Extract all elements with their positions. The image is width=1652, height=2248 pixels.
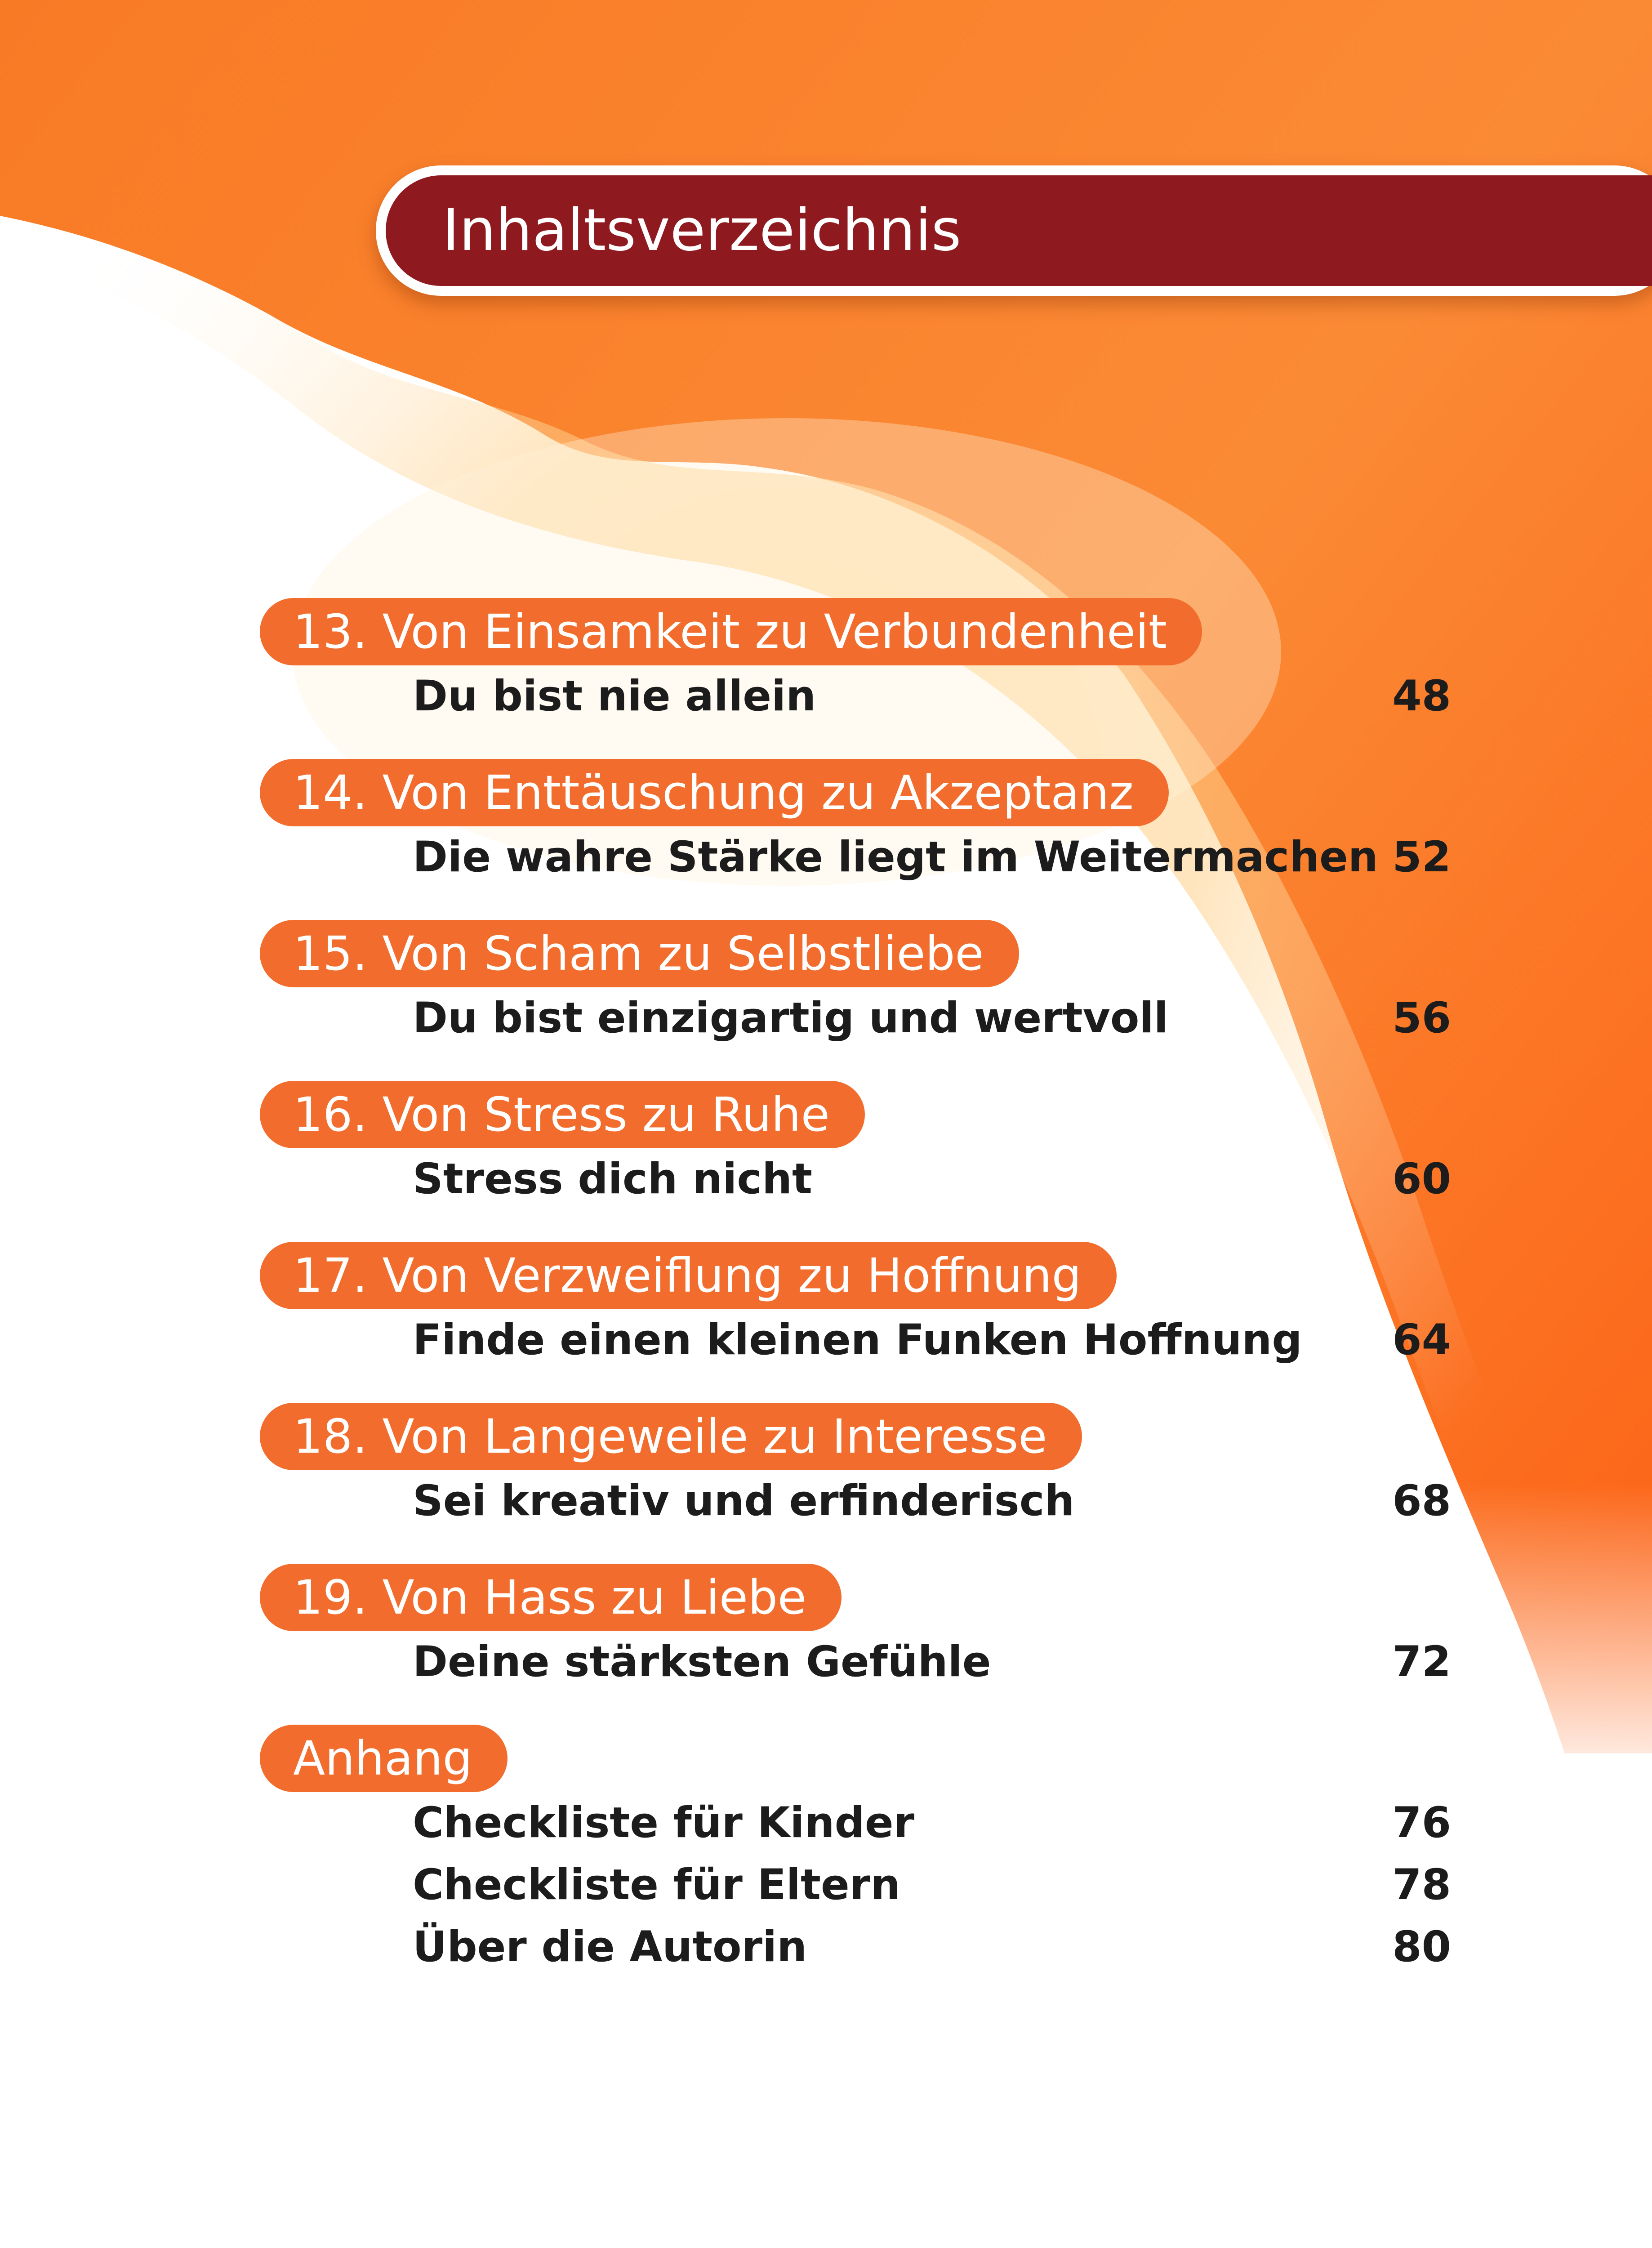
section-heading: 18. Von Langeweile zu Interesse (260, 1403, 1082, 1470)
toc-entry-label: Über die Autorin (413, 1922, 807, 1971)
toc-section-15 (260, 920, 1451, 1049)
toc-entry-label: Die wahre Stärke liegt im Weitermachen (413, 833, 1378, 882)
toc-section-16 (260, 1081, 1451, 1210)
toc-entry-page: 78 (1392, 1860, 1451, 1909)
toc-entry-page: 64 (1392, 1316, 1451, 1365)
toc-entry-label: Deine stärksten Gefühle (413, 1637, 991, 1686)
toc-section-17 (260, 1242, 1451, 1371)
toc-entry-page: 56 (1392, 994, 1451, 1043)
toc-entry-label: Finde einen kleinen Funken Hoffnung (413, 1316, 1302, 1365)
toc-section-13 (260, 598, 1451, 727)
toc-entry[interactable] (413, 1854, 1451, 1916)
toc-entry-page: 80 (1392, 1922, 1451, 1971)
toc-entry-page: 68 (1392, 1476, 1451, 1525)
toc-section-19 (260, 1564, 1451, 1693)
toc-section-anhang (260, 1725, 1451, 1978)
toc-entry[interactable] (413, 1470, 1451, 1532)
page-title: Inhaltsverzeichnis (442, 197, 962, 264)
toc-entry-label: Checkliste für Kinder (413, 1798, 914, 1847)
toc-entry[interactable] (413, 665, 1451, 727)
toc-entry-label: Sei kreativ und erfinderisch (413, 1476, 1075, 1525)
toc-entry-page: 72 (1392, 1637, 1451, 1686)
toc-entry-label: Checkliste für Eltern (413, 1860, 900, 1909)
toc-entry[interactable] (413, 1631, 1451, 1693)
toc-entry-page: 60 (1392, 1155, 1451, 1204)
section-heading: 15. Von Scham zu Selbstliebe (260, 920, 1019, 987)
toc-entry[interactable] (413, 1916, 1451, 1978)
toc-entry[interactable] (413, 987, 1451, 1049)
section-heading: 17. Von Verzweiflung zu Hoffnung (260, 1242, 1117, 1309)
toc-section-14 (260, 759, 1451, 888)
toc-entry-label: Stress dich nicht (413, 1155, 812, 1204)
toc-entry-page: 48 (1392, 672, 1451, 721)
section-heading: 14. Von Enttäuschung zu Akzeptanz (260, 759, 1169, 826)
toc-entry-label: Du bist nie allein (413, 672, 816, 721)
toc-entry-label: Du bist einzigartig und wertvoll (413, 994, 1168, 1043)
section-heading: 13. Von Einsamkeit zu Verbundenheit (260, 598, 1202, 665)
toc-entry-page: 76 (1392, 1798, 1451, 1847)
toc-entry-page: 52 (1392, 833, 1451, 882)
toc-section-18 (260, 1403, 1451, 1532)
section-heading: 16. Von Stress zu Ruhe (260, 1081, 865, 1148)
section-heading: 19. Von Hass zu Liebe (260, 1564, 842, 1631)
toc-entry[interactable] (413, 1309, 1451, 1371)
toc-entry[interactable] (413, 826, 1451, 888)
toc-entry[interactable] (413, 1792, 1451, 1854)
section-heading: Anhang (260, 1725, 508, 1792)
toc-entry[interactable] (413, 1148, 1451, 1210)
